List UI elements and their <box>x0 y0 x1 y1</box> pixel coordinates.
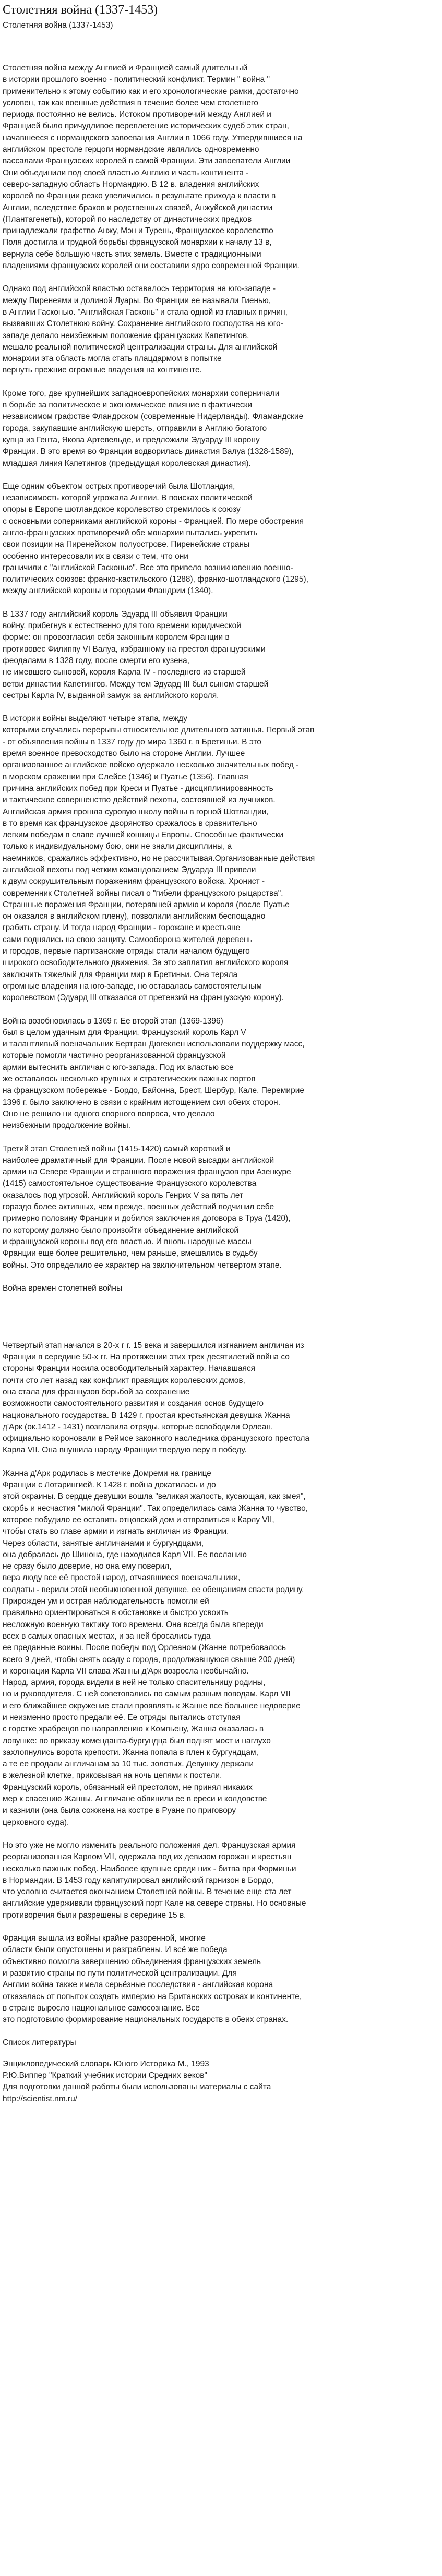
references-section <box>3 2037 439 2104</box>
section-heading: Война времен столетней войны <box>3 1283 123 1293</box>
paragraph: Однако под английской властью оставалось территория на юго-западе - между Пиренеями и долиной Луары. Во Франции ее называли Гиенью, в Англии Гасконью. "Английская Гасконь" и стала одной из главных причин, вызвавших Столетнюю войну. Сохранение английского господства на юго- западе делало неизбежным положение французских Капетингов, мешало реальной политической централизации страны. Для английской монархии эта область могла стать плацдармом в попытке вернуть прежние огромные владения на континенте. <box>3 284 288 375</box>
paragraph: Четвертый этап начался в 20-х г г. 15 века и завершился изгнанием англичан из Франции в середине 50-х гг. На протяжении этих трех десятилетий война со стороны Франции носила освободительный характер. Начавшаяся почти сто лет назад как конфликт правящих королевских домов, она стала для французов борьбой за сохранение возможности самостоятельного развития и создания основ будущего национального государства. В 1429 г. простая крестьянская девушка Жанна д'Арк (ок.1412 - 1431) возглавила отряды, которые освободили Орлеан, официально короновали в Реймсе законного наследника французского престола Карла VII. Она внушила народу Франции твердую веру в победу. <box>3 1341 310 1455</box>
paragraph: В 1337 году английский король Эдуард III объявил Франции войну, прибегнув к естественно для того времени юридической форме: он провозгласил себя законным королем Франции в противовес Филиппу VI Валуа, избранному на престол французскими феодалами в 1328 году, после смерти его кузена, не имевшего сыновей, короля Карла IV - последнего из старшей ветви династии Капетингов. Между тем Эдуард III был сыном старшей сестры Карла IV, выданной замуж за английского короля. <box>3 609 269 700</box>
page-subtitle: Столетняя война (1337-1453) <box>3 21 113 30</box>
reference-item: Р.Ю.Виппер "Краткий учебник истории Средних веков" <box>3 2071 208 2080</box>
paragraph: Столетняя война между Англией и Францией самый длительный в истории прошлого военно - политический конфликт. Термин " война " применительно к этому событию как и его хронологические рамки, достаточно условен, так как военные действия в течение более чем столетнего периода постоянно не велись. Истоком противоречий между Англией и Францией было причудливое переплетение исторических судеб этих стран, начавшееся с нормандского завоевания Англии в 1066 году. Утвердившиеся на английском престоле герцоги нормандские являлись одновременно вассалами Французских королей в самой Франции. Эти завоеватели Англии Они объединили под своей властью Англию и часть континента - северо-западную область Нормандию. В 12 в. владения английских королей во Франции резко увеличились в результате прихода к власти в Англии, вследствие браков и родственных связей, Анжуйской династии (Плантагенеты), которой по наследству от династических предков принадлежали графство Анжу, Мэн и Турень, Французское королевство Поля достигла и трудной борьбы французской монархии к началу 13 в, вернула себе большую часть этих земель. Вместе с традиционными владениями французских королей они составили ядро современной Франции. <box>3 64 303 271</box>
page-title: Столетняя война (1337-1453) <box>3 3 158 17</box>
references-heading: Список литературы <box>3 2038 76 2048</box>
paragraph: Еще одним объектом острых противоречий была Шотландия, независимость которой угрожала Англии. В поисках политической опоры в Европе шотландское королевство стремилось к союзу с основными соперниками английской короны - Францией. По мере обострения англо-французских противоречий обе монархии пытались укрепить свои позиции на Пиренейском полуострове. Пиренейские страны особенно интересовали их в связи с тем, что они граничили с "английской Гасконью". Все это привело возникновению военно- политических союзов: франко-кастильского (1288), франко-шотландского (1295), между английской короны и городами Фландрии (1340). <box>3 482 308 596</box>
source-note[interactable]: Для подготовки данной работы были использованы материалы с сайта http://scientist.nm.ru/ <box>3 2083 271 2103</box>
article-body-part1 <box>3 63 439 1271</box>
paragraph: Франция вышла из войны крайне разоренной, многие области были опустошены и разграблены. И всё же победа объективно помогла завершению объединения французских земель и развитию страны по пути политической централизации. Для Англии война также имела серьёзные последствия - английская корона отказалась от попыток создать империю на Британских островах и континенте, в стране выросло национальное самосознание. Все это подготовило формирование национальных государств в обеих странах. <box>3 1934 302 2025</box>
paragraph: Но это уже не могло изменить реального положения дел. Французская армия реорганизованная Карлом VII, одержала под их девизом горожан и крестьян несколько важных побед. Наиболее крупные среди них - битва при Форминьи в Нормандии. В 1453 году капитулировал английский гарнизон в Бордо, что условно считается окончанием Столетней войны. В течение еще ста лет английские удерживали французский порт Кале на севере страны. Но основные противоречия были разрешены в середине 15 в. <box>3 1840 306 1920</box>
paragraph: В истории войны выделяют четыре этапа, между которыми случались перерывы относительное длительного затишья. Первый этап - от объявления войны в 1337 году до мира 1360 г. в Бретиньи. В это время военное превосходство было на стороне Англии. Лучшее организованное английское войско одержало несколько значительных побед - в морском сражении при Слейсе (1346) и Пуатье (1356). Главная причина английских побед при Креси и Пуатье - дисциплинированность и тактическое совершенство действий пехоты, состоявшей из лучников. Английская армия прошла суровую школу войны в горной Шотландии, в то время как французское дворянство сражалось в сравнительно легким победам в славе лучшей конницы Европы. Способные фактически только к индивидуальному бою, они не знали дисциплины, а наемников, сражались эффективно, но не рассчитывая.Организованные действия английской пехоты под четким командованием Эдуарда III привели к двум сокрушительным поражениям французского войска. Хронист - современник Столетней войны писал о "гибели французского рыцарства". Страшные поражения Франции, потерявшей армию и короля (после Пуатье он оказался в английском плену), позволили английским беспощадно грабить страну. И тогда народ Франции - горожане и крестьяне сами поднялись на свою защиту. Самооборона жителей деревень и городов, первые партизанские отряды стали началом будущего широкого освободительного движения. За это заплатил английского короля заключить тяжелый для Франции мир в Бретиньи. Она теряла огромные владения на юго-западе, но оставалась самостоятельным королевством (Эдуард III отказался от претензий на французскую корону). <box>3 714 315 1003</box>
paragraph: Жанна д'Арк родилась в местечке Домреми на границе Франции с Лотарингией. К 1428 г. война докатилась и до этой окраины. В сердце девушки вошла "великая жалость, кусающая, как змея", скорбь и несчастия "милой Франции". Так определилась сама Жанна то чувство, которое побудило ее оставить отцовский дом и отправиться к Карлу VII, чтобы стать во главе армии и изгнать англичан из Франции. Через области, занятые англичанами и бургундцами, она добралась до Шинона, где находился Карл VII. Ее посланию не сразу было доверие, но она ему поверил, вера люду все её простой народ, отчаявшиеся военачальники, солдаты - верили этой необыкновенной девушке, ее обещаниям спасти родину. Прирожден ум и острая наблюдательность помогли ей правильно ориентироваться в обстановке и быстро усвоить несложную военную тактику того времени. Она всегда была впереди всех в самых опасных местах, и за ней бросались туда ее преданные воины. После победы под Орлеаном (Жанне потребовалось всего 9 дней, чтобы снять осаду с города, продолжавшуюся свыше 200 дней) и коронации Карла VII слава Жанны д'Арк возросла необычайно. Народ, армия, города видели в ней не только спасительницу родины, но и руководителя. С ней советовались по самым разным поводам. Карл VII и его ближайшее окружение стали проявлять к Жанне все большее недоверие и неизменно просто предали её. Ее отряды пытались отступая с горстке храбрецов по направлению к Компьену, Жанна оказалась в ловушке: по приказу коменданта-бургундца был поднят мост и наглухо захлопнулись ворота крепости. Жанна попала в плен к бургундцам, а те ее продали англичанам за 10 тыс. золотых. Девушку держали в железной клетке, приковывая на ночь цепями к постели. Французский король, обязанный ей престолом, не принял никаких мер к спасению Жанны. Англичане обвинили ее в ереси и колдовстве и казнили (она была сожжена на костре в Руане по приговору церковного суда). <box>3 1468 308 1827</box>
article-body-part2 <box>3 1340 439 2026</box>
reference-item: Энциклопедический словарь Юного Историка М., 1993 <box>3 2059 209 2068</box>
paragraph: Кроме того, две крупнейших западноевропейских монархии соперничали в борьбе за политическое и экономическое влияние в фактически независимом графстве Фландрском (современные Нидерланды). Фламандские города, закупавшие английскую шерсть, отправили в Англию богатого купца из Гента, Якова Артевельде, и предложили Эдуарду III корону Франции. В это время во Франции водворилась династия Валуа (1328-1589), младшая линия Капетингов (предыдущая королевская династия). <box>3 389 304 468</box>
spacer <box>3 2049 439 2059</box>
paragraph: Третий этап Столетней войны (1415-1420) самый короткий и наиболее драматичный для Франции. После новой высадки английской армии на Севере Франции и страшного поражения французов при Азенкуре (1415) самостоятельное существование Французского королевства оказалось под угрозой. Английский король Генрих V за пять лет гораздо более активных, чем прежде, военных действий подчинил себе примерно половину Франции и добился заключения договора в Труа (1420), по которому должно было произойти объединение английской и французской короны под его властью. И вновь народные массы Франции еще более решительно, чем раньше, вмешались в судьбу войны. Это определило ее характер на заключительном четвертом этапе. <box>3 1144 291 1270</box>
paragraph: Война возобновилась в 1369 г. Ее второй этап (1369-1396) был в целом удачным для Франции. Французский король Карл V и талантливый военачальник Бертран Дюгеклен использовали поддержку масс, которые помогли частично реорганизованной французской армии вытеснить англичан с юго-запада. Под их властью все же оставалось несколько крупных и стратегических важных портов на французском побережье - Бордо, Байонна, Брест, Шербур, Кале. Перемирие 1396 г. было заключено в связи с крайним истощением сил обеих сторон. Оно не решило ни одного спорного вопроса, что делало неизбежным продолжение войны. <box>3 1016 305 1130</box>
